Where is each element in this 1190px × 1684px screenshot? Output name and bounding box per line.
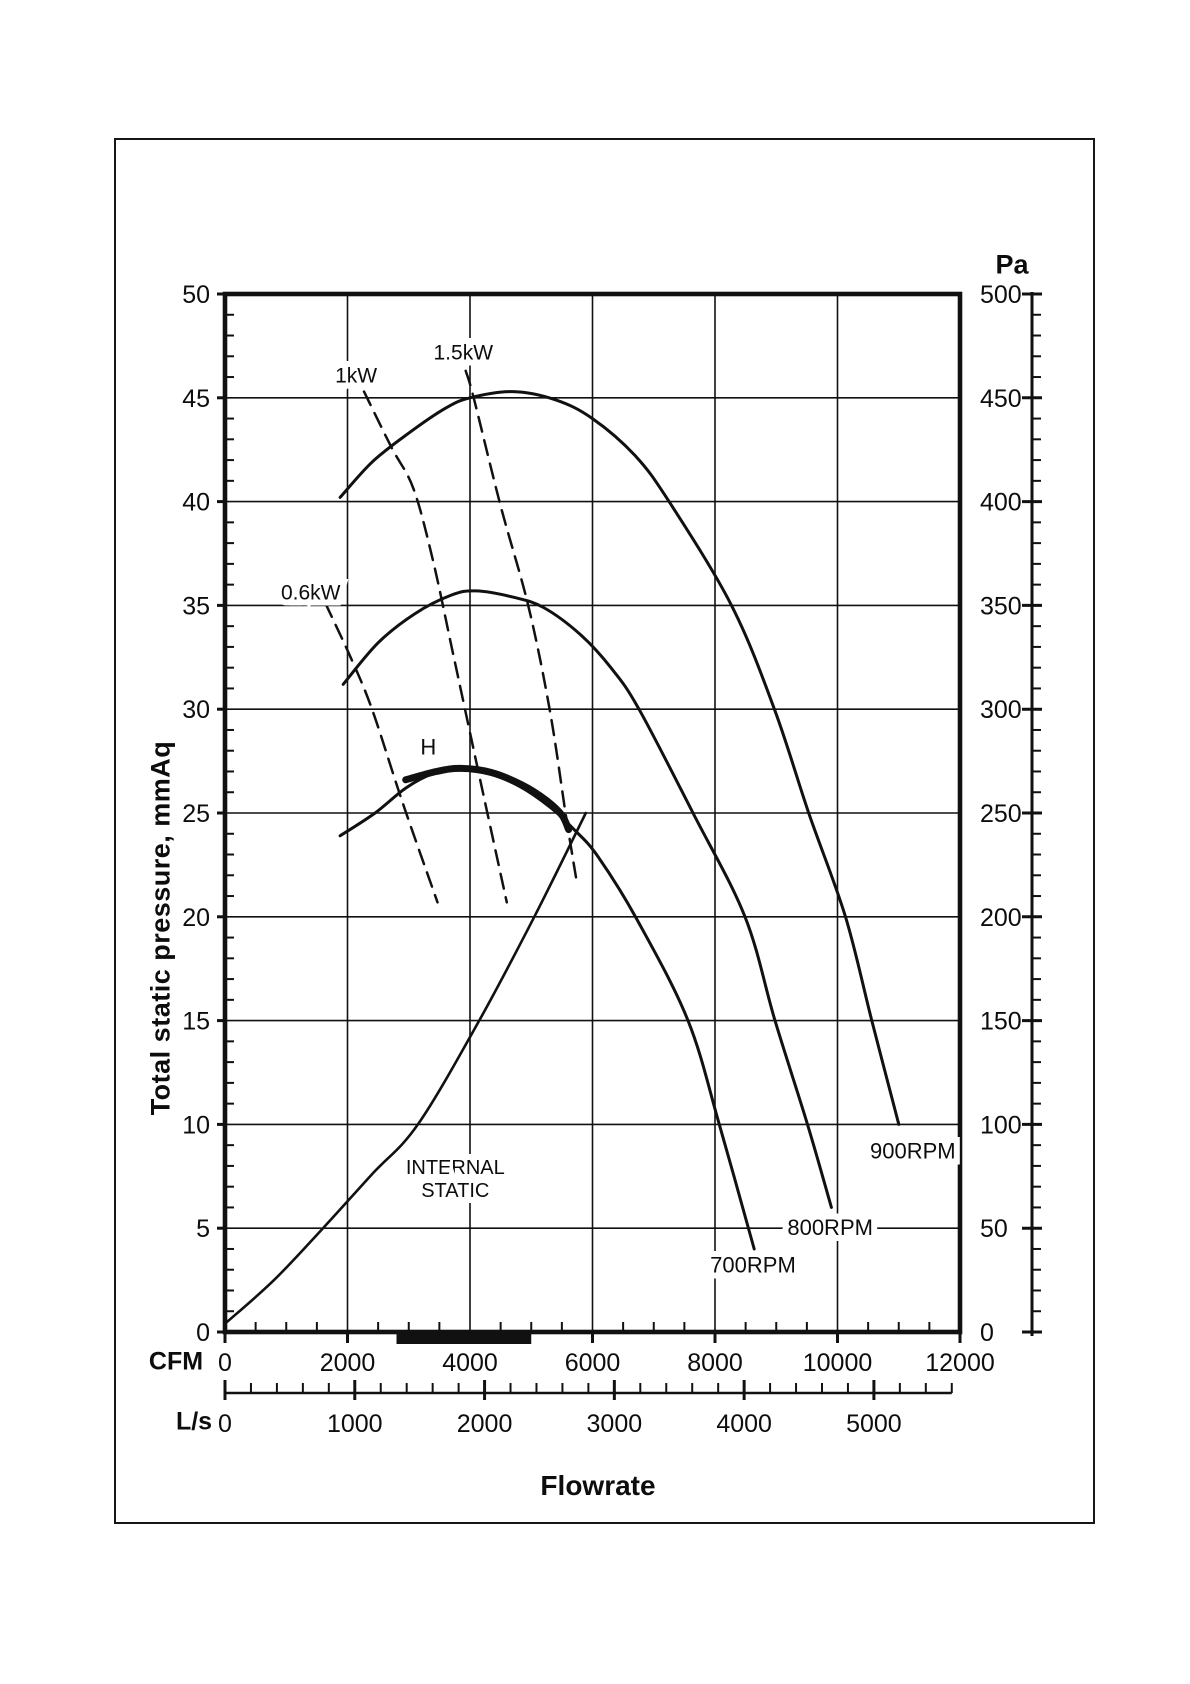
mmaq-tick-label: 25 [182, 800, 210, 828]
curve-internal-static [225, 813, 586, 1324]
mmaq-tick-label: 40 [182, 488, 210, 517]
mmaq-tick-label: 50 [182, 281, 210, 309]
x-axis-title: Flowrate [540, 1470, 656, 1501]
ls-tick-label: 2000 [456, 1410, 513, 1438]
mmaq-tick-label: 30 [182, 696, 210, 725]
label-static: STATIC [421, 1179, 490, 1202]
label-h: H [420, 734, 437, 760]
pa-tick-label: 50 [980, 1215, 1008, 1244]
pa-tick-label: 250 [980, 800, 1022, 828]
curve-h-thick-segment [406, 768, 569, 829]
pa-tick-label: 100 [980, 1111, 1022, 1140]
label-1kw: 1kW [335, 364, 378, 388]
curve-700rpm [340, 769, 754, 1249]
label-900rpm: 900RPM [870, 1138, 956, 1164]
ls-tick-label: 5000 [846, 1410, 902, 1438]
pa-tick-label: 400 [980, 488, 1022, 517]
label-0_6kw: 0.6kW [280, 581, 341, 605]
ls-tick-label: 0 [218, 1410, 232, 1438]
ls-tick-label: 1000 [326, 1410, 383, 1438]
pa-tick-label: 300 [980, 696, 1022, 725]
pa-tick-label: 150 [980, 1007, 1022, 1036]
pa-tick-label: 500 [980, 281, 1022, 309]
label-internal: INTERNAL [405, 1157, 505, 1180]
pa-tick-label: 200 [980, 903, 1022, 932]
cfm-tick-label: 0 [218, 1349, 232, 1377]
cfm-tick-label: 4000 [442, 1349, 498, 1377]
pa-tick-label: 0 [980, 1319, 994, 1347]
cfm-tick-label: 8000 [687, 1349, 743, 1377]
curve-power-1kw [364, 392, 507, 903]
label-1_5kw: 1.5kW [433, 341, 494, 365]
curve-power-1_5kw [466, 371, 576, 878]
mmaq-tick-label: 10 [182, 1111, 210, 1140]
pa-tick-label: 350 [980, 592, 1022, 621]
cfm-axis-label: CFM [148, 1347, 204, 1376]
ls-tick-label: 3000 [586, 1410, 643, 1438]
operating-range-bar [397, 1330, 532, 1344]
y-axis-title: Total static pressure, mmAq [145, 740, 176, 1116]
cfm-tick-label: 10000 [802, 1349, 873, 1377]
pa-tick-label: 450 [980, 384, 1022, 413]
mmaq-tick-label: 15 [182, 1007, 210, 1036]
label-800rpm: 800RPM [787, 1215, 873, 1241]
mmaq-tick-label: 45 [182, 384, 210, 413]
mmaq-tick-label: 5 [196, 1215, 210, 1244]
cfm-tick-label: 12000 [925, 1349, 995, 1377]
ls-tick-label: 4000 [716, 1410, 772, 1438]
ls-axis-label: L/s [175, 1407, 213, 1436]
mmaq-tick-label: 35 [182, 592, 210, 621]
pa-axis-title: Pa [995, 249, 1029, 280]
curve-800rpm [343, 591, 831, 1208]
label-700rpm: 700RPM [710, 1252, 796, 1278]
mmaq-tick-label: 20 [182, 903, 210, 932]
mmaq-tick-label: 0 [196, 1319, 210, 1347]
cfm-tick-label: 6000 [564, 1349, 621, 1377]
cfm-tick-label: 2000 [319, 1349, 376, 1377]
